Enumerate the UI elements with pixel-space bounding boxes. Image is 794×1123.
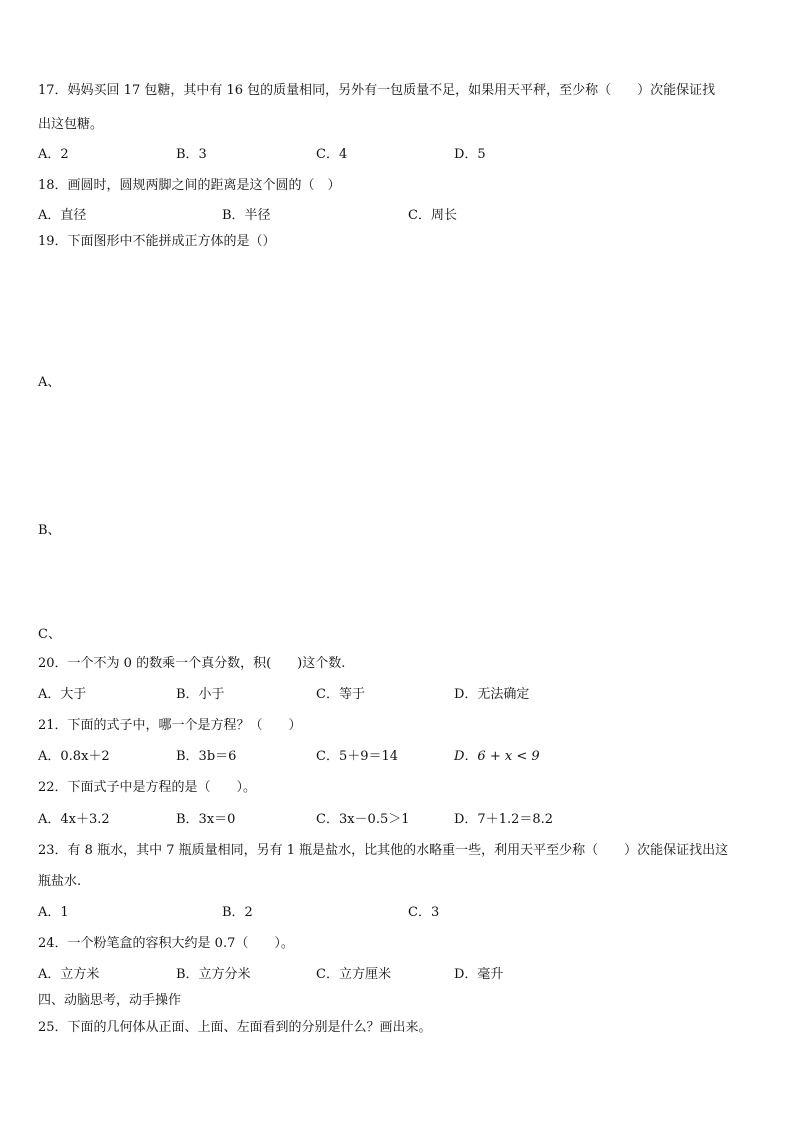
q20-stem: 20．一个不为 0 的数乘一个真分数，积( )这个数. <box>38 656 346 671</box>
q20-option-a: A．大于 <box>38 687 87 702</box>
q19-stem: 19．下面图形中不能拼成正方体的是（） <box>38 234 276 249</box>
q18-option-b: B．半径 <box>222 208 271 223</box>
q17-stem-line1: 17．妈妈买回 17 包糖，其中有 16 包的质量相同，另外有一包质量不足，如果用天平秤，至少称（ ）次能保证找 <box>38 83 716 98</box>
q24-option-d: D．毫升 <box>454 967 504 982</box>
q22-option-d: D．7＋1.2＝8.2 <box>454 812 554 827</box>
q18-option-c: C．周长 <box>408 208 457 223</box>
q25-stem: 25．下面的几何体从正面、上面、左面看到的分别是什么？画出来。 <box>38 1020 432 1035</box>
q17-option-d: D．5 <box>454 147 486 162</box>
q19-label-a: A、 <box>38 375 61 390</box>
q24-option-c: C．立方厘米 <box>316 967 391 982</box>
q21-option-d: D．6 + x < 9 <box>454 749 540 764</box>
q23-option-a: A．1 <box>38 905 69 920</box>
q20-option-d: D．无法确定 <box>454 687 530 702</box>
q18-stem: 18．画圆时，圆规两脚之间的距离是这个圆的（ ） <box>38 178 341 193</box>
q23-stem-line1: 23．有 8 瓶水，其中 7 瓶质量相同，另有 1 瓶是盐水，比其他的水略重一些，利用天平至少称（ ）次能保证找出这 <box>38 843 729 858</box>
q24-option-a: A．立方米 <box>38 967 100 982</box>
q23-stem-line2: 瓶盐水. <box>38 874 82 889</box>
q23-option-c: C．3 <box>408 905 440 920</box>
q17-option-a: A．2 <box>38 147 69 162</box>
q22-option-b: B．3x＝0 <box>176 812 236 827</box>
q22-option-c: C．3x－0.5＞1 <box>316 812 410 827</box>
q24-stem: 24．一个粉笔盒的容积大约是 0.7（ ）。 <box>38 936 294 951</box>
q22-stem: 22．下面式子中是方程的是（ ）。 <box>38 780 257 795</box>
q20-option-c: C．等于 <box>316 687 365 702</box>
q21-stem: 21．下面的式子中，哪一个是方程？（ ） <box>38 718 302 733</box>
q22-option-a: A．4x＋3.2 <box>38 812 110 827</box>
q24-option-b: B．立方分米 <box>176 967 251 982</box>
section-heading: 四、动脑思考，动手操作 <box>38 993 182 1008</box>
q21-option-b: B．3b＝6 <box>176 749 237 764</box>
q17-stem-line2: 出这包糖。 <box>38 117 104 132</box>
q21-option-a: A．0.8x＋2 <box>38 749 110 764</box>
q20-option-b: B．小于 <box>176 687 225 702</box>
q19-label-b: B、 <box>38 523 61 538</box>
q23-option-b: B．2 <box>222 905 253 920</box>
q18-option-a: A．直径 <box>38 208 87 223</box>
q21-option-c: C．5＋9＝14 <box>316 749 399 764</box>
q17-option-b: B．3 <box>176 147 207 162</box>
q17-option-c: C．4 <box>316 147 348 162</box>
q19-label-c: C、 <box>38 627 61 642</box>
